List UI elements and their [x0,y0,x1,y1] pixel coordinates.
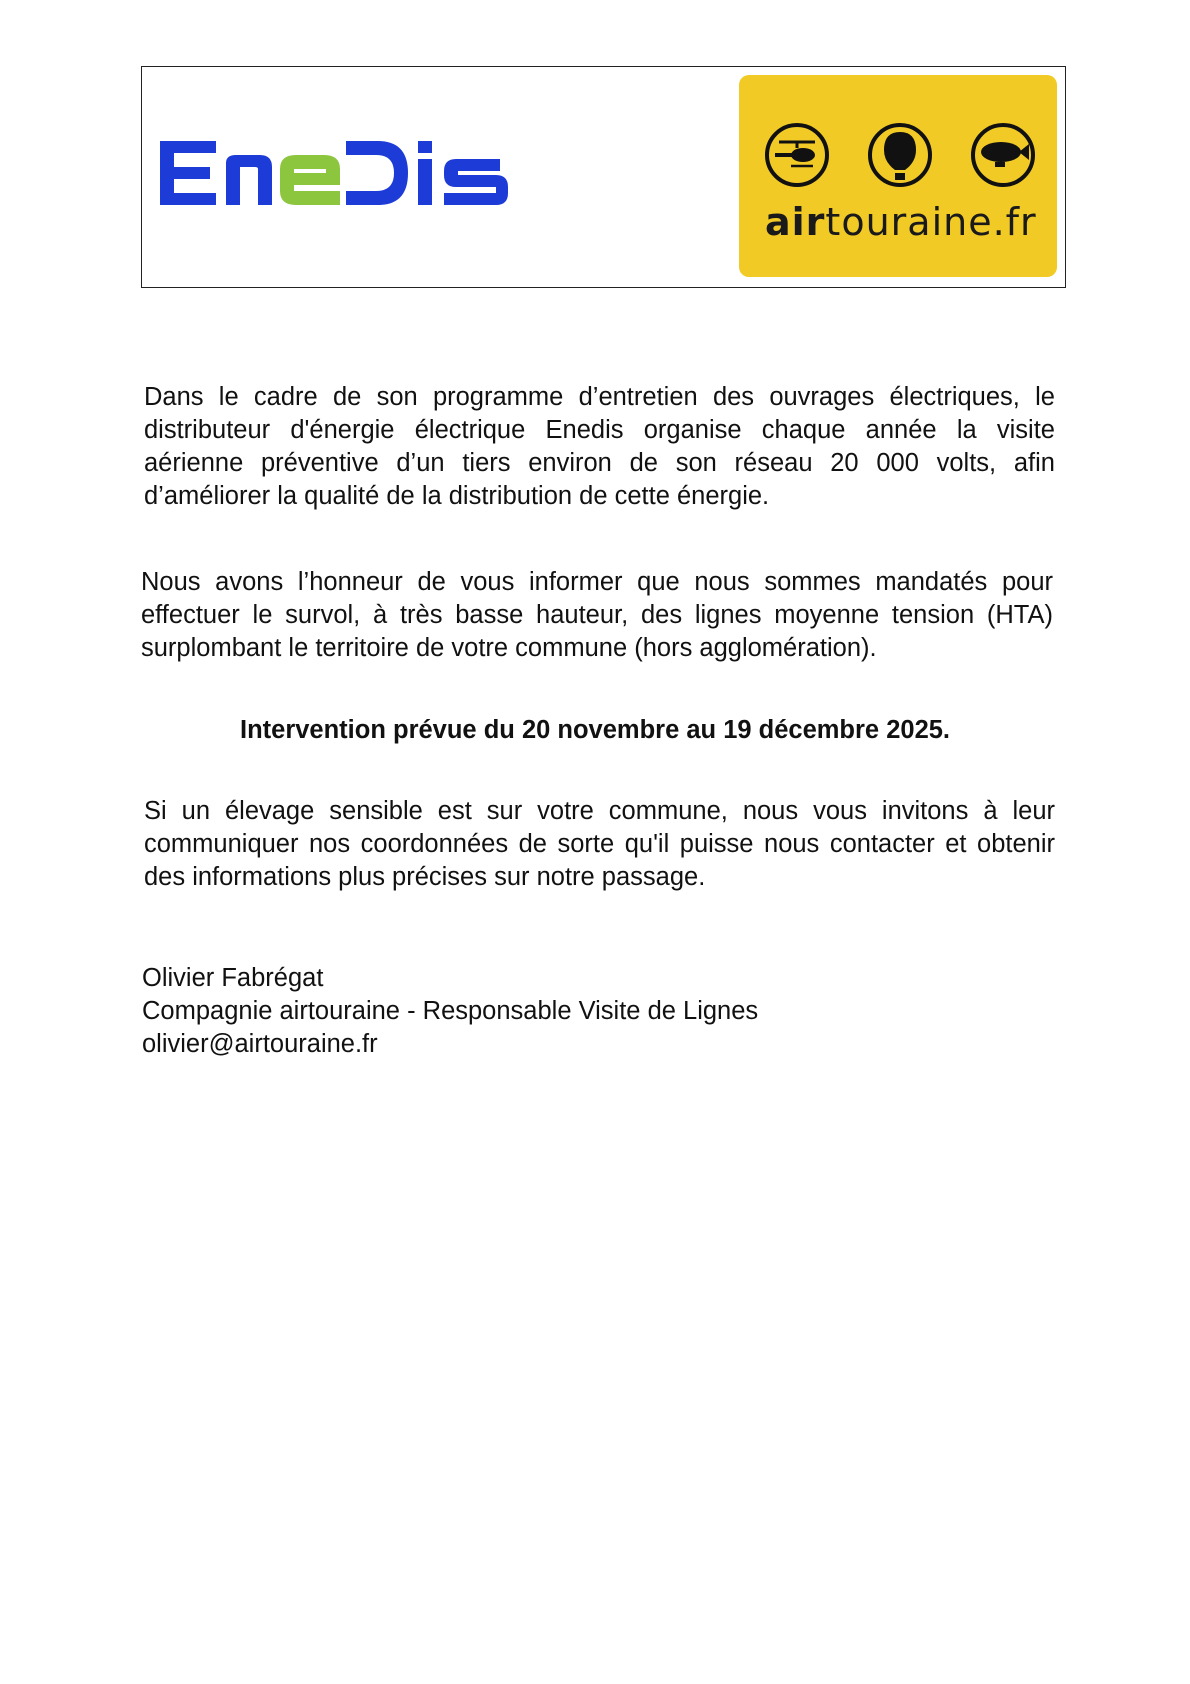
enedis-logo [156,135,516,211]
hot-air-balloon-icon [870,125,930,185]
airship-icon [973,125,1033,185]
intervention-dates: Intervention prévue du 20 novembre au 19 décembre 2025. [239,716,951,744]
letterhead-logos [141,66,1066,288]
mandate-paragraph: Nous avons l’honneur de vous informer que nous sommes mandatés pour effectuer le survol, à très basse hauteur, des lignes moyenne tension (HTA) surplombant le territoire de votre commune (hors agglomération). [141,568,1053,662]
signatory-name: Olivier Fabrégat [142,964,324,992]
intro-paragraph: Dans le cadre de son programme d’entretien des ouvrages électriques, le distributeur d'énergie électrique Enedis organise chaque année la visite aérienne préventive d’un tiers environ de son réseau 20 000 volts, afin d’améliorer la qualité de la distribution de cette énergie. [144,383,1055,510]
airtouraine-logo [739,75,1057,277]
helicopter-icon [767,125,827,185]
signature-block [142,962,758,1061]
livestock-paragraph: Si un élevage sensible est sur votre commune, nous vous invitons à leur communiquer nos coordonnées de sorte qu'il puisse nous contacter et obtenir des informations plus précises sur notre passage. [144,797,1055,891]
signatory-email: olivier@airtouraine.fr [142,1030,378,1058]
signatory-title: Compagnie airtouraine - Responsable Visite de Lignes [142,997,759,1025]
airtouraine-wordmark: airtouraine.fr [765,200,1037,244]
